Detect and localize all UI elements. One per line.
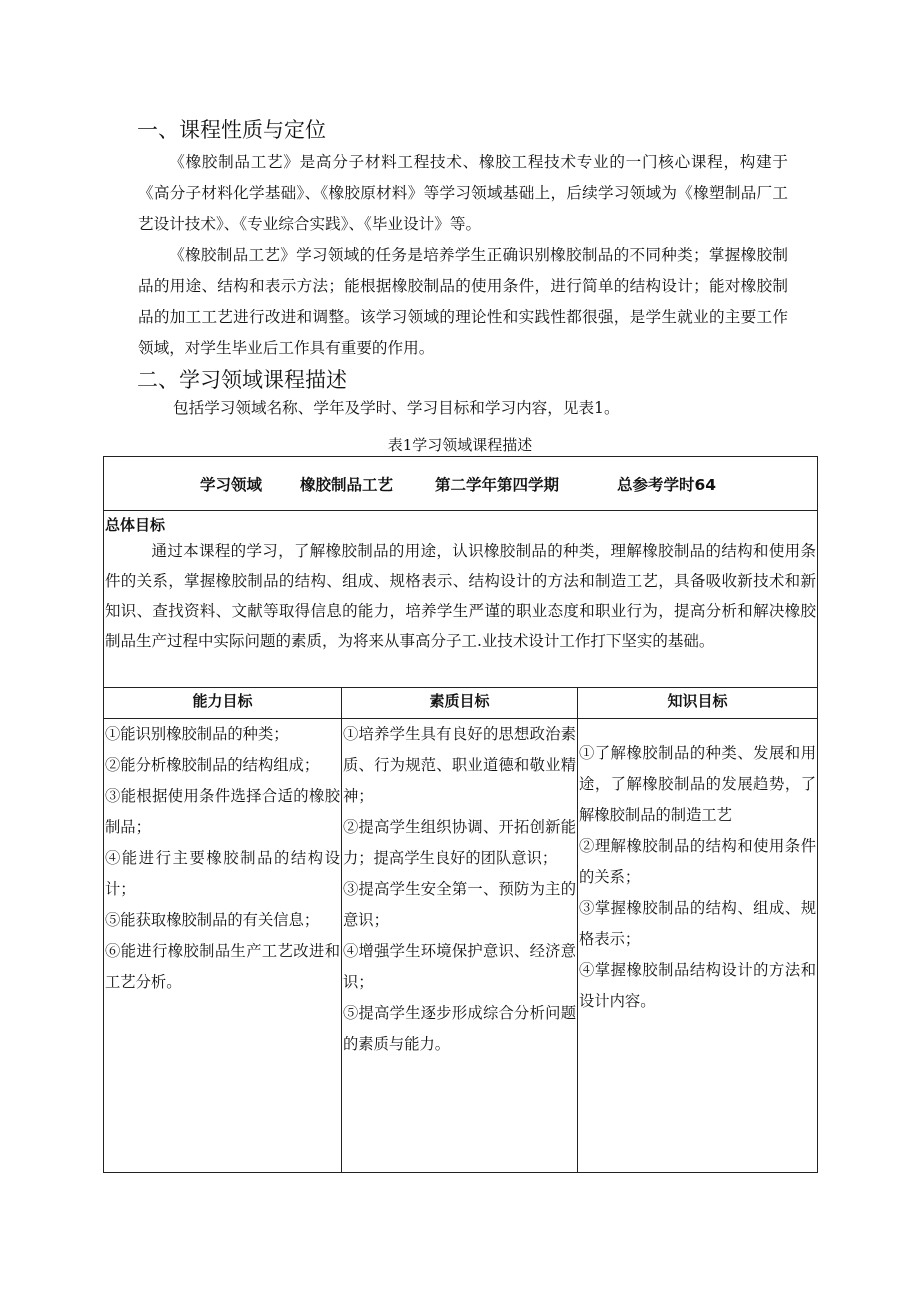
- list-item: ②能分析橡胶制品的结构组成；: [105, 756, 320, 774]
- paragraph-course-positioning: 《橡胶制品工艺》是高分子材料工程技术、橡胶工程技术专业的一门核心课程，构建于《高分子材料化学基础》、《橡胶原材料》等学习领域基础上，后续学习领域为《橡塑制品厂工艺设计技术》、《专业综合实践》、《毕业设计》等。: [138, 153, 788, 233]
- list-item: ⑤提高学生逐步形成综合分析问题的素质与能力。: [343, 1004, 576, 1053]
- overall-goal-row: [104, 511, 818, 688]
- quality-goals-cell: [342, 719, 578, 1173]
- course-description-table: [103, 456, 818, 1173]
- list-item: ③掌握橡胶制品的结构、组成、规格表示；: [579, 899, 816, 948]
- paragraph-course-task: 《橡胶制品工艺》学习领域的任务是培养学生正确识别橡胶制品的不同种类；掌握橡胶制品的用途、结构和表示方法；能根据橡胶制品的使用条件，进行简单的结构设计；能对橡胶制品的加工工艺进行改进和调整。该学习领域的理论性和实践性都很强，是学生就业的主要工作领域，对学生毕业后工作具有重要的作用。: [138, 246, 788, 357]
- column-header-ability: 能力目标: [104, 688, 342, 719]
- goals-content-row: [104, 719, 818, 1173]
- list-item: ②提高学生组织协调、开拓创新能力；提高学生良好的团队意识；: [343, 818, 576, 867]
- ability-goals-cell: [104, 719, 342, 1173]
- list-item: ⑤能获取橡胶制品的有关信息；: [105, 911, 320, 929]
- table-header-row: [104, 457, 818, 511]
- header-course-name: 橡胶制品工艺: [300, 475, 394, 494]
- list-item: ①培养学生具有良好的思想政治素质、行为规范、职业道德和敬业精神；: [343, 725, 576, 805]
- section-heading-course-nature: 一、课程性质与定位: [137, 118, 326, 142]
- table-caption: 表1学习领域课程描述: [387, 436, 533, 454]
- list-item: ②理解橡胶制品的结构和使用条件的关系；: [579, 837, 816, 886]
- knowledge-goals-cell: [578, 719, 818, 1173]
- list-item: ④掌握橡胶制品结构设计的方法和设计内容。: [579, 961, 816, 1010]
- list-item: ③提高学生安全第一、预防为主的意识；: [343, 880, 576, 929]
- column-header-row: [104, 688, 818, 719]
- list-item: ④增强学生环境保护意识、经济意识；: [343, 942, 576, 991]
- header-label: 学习领域: [200, 475, 263, 494]
- header-term: 第二学年第四学期: [435, 475, 560, 494]
- section-heading-course-description: 二、学习领域课程描述: [137, 368, 347, 392]
- list-item: ③能根据使用条件选择合适的橡胶制品；: [105, 787, 340, 836]
- paragraph-table-intro: 包括学习领域名称、学年及学时、学习目标和学习内容，见表1。: [173, 399, 620, 417]
- overall-goal-text: 通过本课程的学习，了解橡胶制品的用途，认识橡胶制品的种类，理解橡胶制品的结构和使用条件的关系，掌握橡胶制品的结构、组成、规格表示、结构设计的方法和制造工艺，具备吸收新技术和新知识、查找资料、文献等取得信息的能力，培养学生严谨的职业态度和职业行为，提高分析和解决橡胶制品生产过程中实际问题的素质，为将来从事高分子工.业技术设计工作打下坚实的基础。: [105, 542, 816, 650]
- list-item: ⑥能进行橡胶制品生产工艺改进和工艺分析。: [105, 942, 340, 991]
- column-header-quality: 素质目标: [342, 688, 578, 719]
- list-item: ①了解橡胶制品的种类、发展和用途，了解橡胶制品的发展趋势，了解橡胶制品的制造工艺: [579, 744, 816, 824]
- list-item: ①能识别橡胶制品的种类；: [105, 725, 289, 743]
- header-total-hours: 总参考学时64: [617, 475, 717, 494]
- overall-goal-title: 总体目标: [105, 516, 166, 534]
- column-header-knowledge: 知识目标: [578, 688, 818, 719]
- list-item: ④能进行主要橡胶制品的结构设计；: [105, 849, 340, 898]
